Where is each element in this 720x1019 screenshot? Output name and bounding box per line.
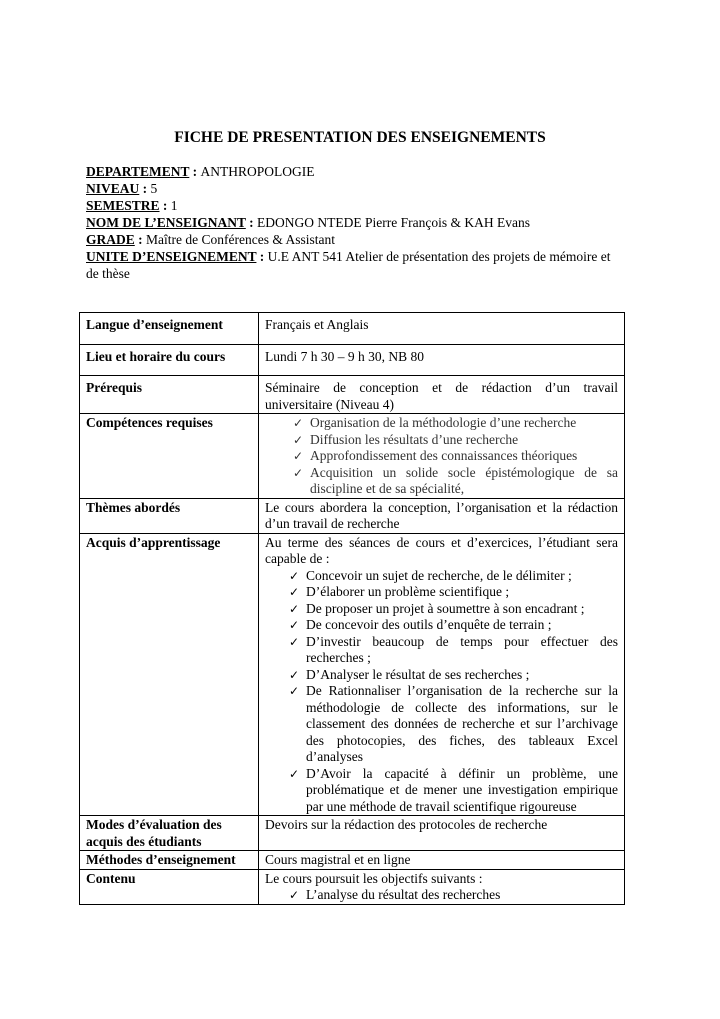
meta-value: 5	[150, 181, 158, 196]
checklist	[265, 887, 618, 904]
row-value: Cours magistral et en ligne	[259, 851, 625, 870]
meta-grade: GRADE : Maître de Conférences & Assistant	[86, 232, 335, 247]
list-item: ✓ Concevoir un sujet de recherche, de le délimiter ;	[289, 567, 572, 583]
list-item: ✓ De proposer un projet à soumettre à son encadrant ;	[289, 600, 585, 616]
checkmark-icon: ✓	[289, 585, 300, 599]
row-value: Français et Anglais	[259, 313, 625, 345]
list-item: ✓ Organisation de la méthodologie d’une recherche	[293, 415, 577, 430]
row-label: Modes d’évaluation des acquis des étudiants	[80, 816, 259, 851]
row-label: Thèmes abordés	[80, 498, 259, 533]
list-item: ✓ D’élaborer un problème scientifique ;	[289, 584, 510, 599]
meta-value: Maître de Conférences & Assistant	[146, 232, 335, 247]
list-item: ✓ L’analyse du résultat des recherches	[289, 887, 501, 902]
checkmark-icon: ✓	[289, 684, 300, 698]
row-value: Le cours abordera la conception, l’organisation et la rédaction d’un travail de recherche	[259, 498, 625, 533]
table-row	[80, 344, 625, 376]
table-row	[80, 869, 625, 904]
checkmark-icon: ✓	[289, 667, 300, 682]
row-label: Méthodes d’enseignement	[80, 851, 259, 870]
document-title: FICHE DE PRESENTATION DES ENSEIGNEMENTS	[174, 129, 546, 146]
checkmark-icon: ✓	[293, 432, 304, 447]
course-metadata	[86, 163, 626, 282]
row-value	[259, 533, 625, 816]
row-value	[259, 869, 625, 904]
checkmark-icon: ✓	[289, 601, 300, 616]
meta-value: ANTHROPOLOGIE	[200, 164, 315, 179]
list-item: ✓ Acquisition un solide socle épistémologique de sa discipline et de sa spécialité,	[293, 464, 618, 496]
row-value	[259, 414, 625, 499]
checklist	[265, 568, 618, 816]
row-label: Compétences requises	[80, 414, 259, 499]
row-label: Prérequis	[80, 376, 259, 414]
checkmark-icon: ✓	[289, 888, 300, 902]
meta-label: GRADE	[86, 232, 135, 247]
list-item: ✓ Diffusion les résultats d’une recherche	[293, 431, 519, 447]
row-label: Acquis d’apprentissage	[80, 533, 259, 816]
meta-value: U.E ANT 541 Atelier de présentation des projets de mémoire et de thèse	[86, 249, 611, 281]
table-row	[80, 414, 625, 499]
table-row	[80, 376, 625, 414]
table-row	[80, 533, 625, 816]
meta-department: DEPARTEMENT : ANTHROPOLOGIE	[86, 164, 315, 179]
row-label: Contenu	[80, 869, 259, 904]
course-table	[79, 312, 625, 905]
row-intro: Au terme des séances de cours et d’exercices, l’étudiant sera capable de :	[265, 534, 618, 566]
checkmark-icon: ✓	[289, 618, 300, 632]
table-row	[80, 816, 625, 851]
list-item: ✓ D’investir beaucoup de temps pour effectuer des recherches ;	[289, 633, 618, 665]
checkmark-icon: ✓	[289, 634, 300, 649]
meta-label: UNITE D’ENSEIGNEMENT	[86, 249, 257, 264]
meta-value: EDONGO NTEDE Pierre François & KAH Evans	[257, 215, 530, 230]
meta-value: 1	[170, 198, 178, 213]
list-item: ✓ De Rationnaliser l’organisation de la recherche sur la méthodologie de collecte des informations, sur le classement des données de recherche et sur l’archivage des photocopies, des fiches, des tableaux Excel d’analyses	[289, 683, 618, 764]
list-item: ✓ De concevoir des outils d’enquête de terrain ;	[289, 617, 552, 632]
list-item: ✓ D’Analyser le résultat de ses recherches ;	[289, 666, 530, 682]
meta-label: NOM DE L’ENSEIGNANT	[86, 215, 246, 230]
meta-semester: SEMESTRE : 1	[86, 198, 178, 213]
checkmark-icon: ✓	[293, 465, 304, 480]
row-label: Langue d’enseignement	[80, 313, 259, 345]
row-label: Lieu et horaire du cours	[80, 344, 259, 376]
table-row	[80, 313, 625, 345]
row-value: Devoirs sur la rédaction des protocoles de recherche	[259, 816, 625, 851]
meta-label: NIVEAU	[86, 181, 140, 196]
meta-label: DEPARTEMENT	[86, 164, 190, 179]
checkmark-icon: ✓	[289, 568, 300, 583]
checklist	[265, 415, 618, 498]
table-row	[80, 851, 625, 870]
list-item: ✓ D’Avoir la capacité à définir un problème, une problématique et de mener une investigation empirique par une méthode de travail scientifique rigoureuse	[289, 765, 618, 814]
meta-teacher: NOM DE L’ENSEIGNANT : EDONGO NTEDE Pierre François & KAH Evans	[86, 215, 530, 230]
meta-label: SEMESTRE	[86, 198, 160, 213]
list-item: ✓ Approfondissement des connaissances théoriques	[293, 448, 578, 463]
row-value: Séminaire de conception et de rédaction d’un travail universitaire (Niveau 4)	[259, 376, 625, 414]
row-value: Lundi 7 h 30 – 9 h 30, NB 80	[259, 344, 625, 376]
meta-level: NIVEAU : 5	[86, 181, 158, 196]
table-row	[80, 498, 625, 533]
checkmark-icon: ✓	[293, 449, 304, 463]
row-intro: Le cours poursuit les objectifs suivants :	[265, 870, 483, 886]
checkmark-icon: ✓	[293, 416, 304, 430]
meta-teaching-unit: UNITE D’ENSEIGNEMENT : U.E ANT 541 Atelier de présentation des projets de mémoire et de thèse	[86, 249, 611, 281]
checkmark-icon: ✓	[289, 766, 300, 781]
